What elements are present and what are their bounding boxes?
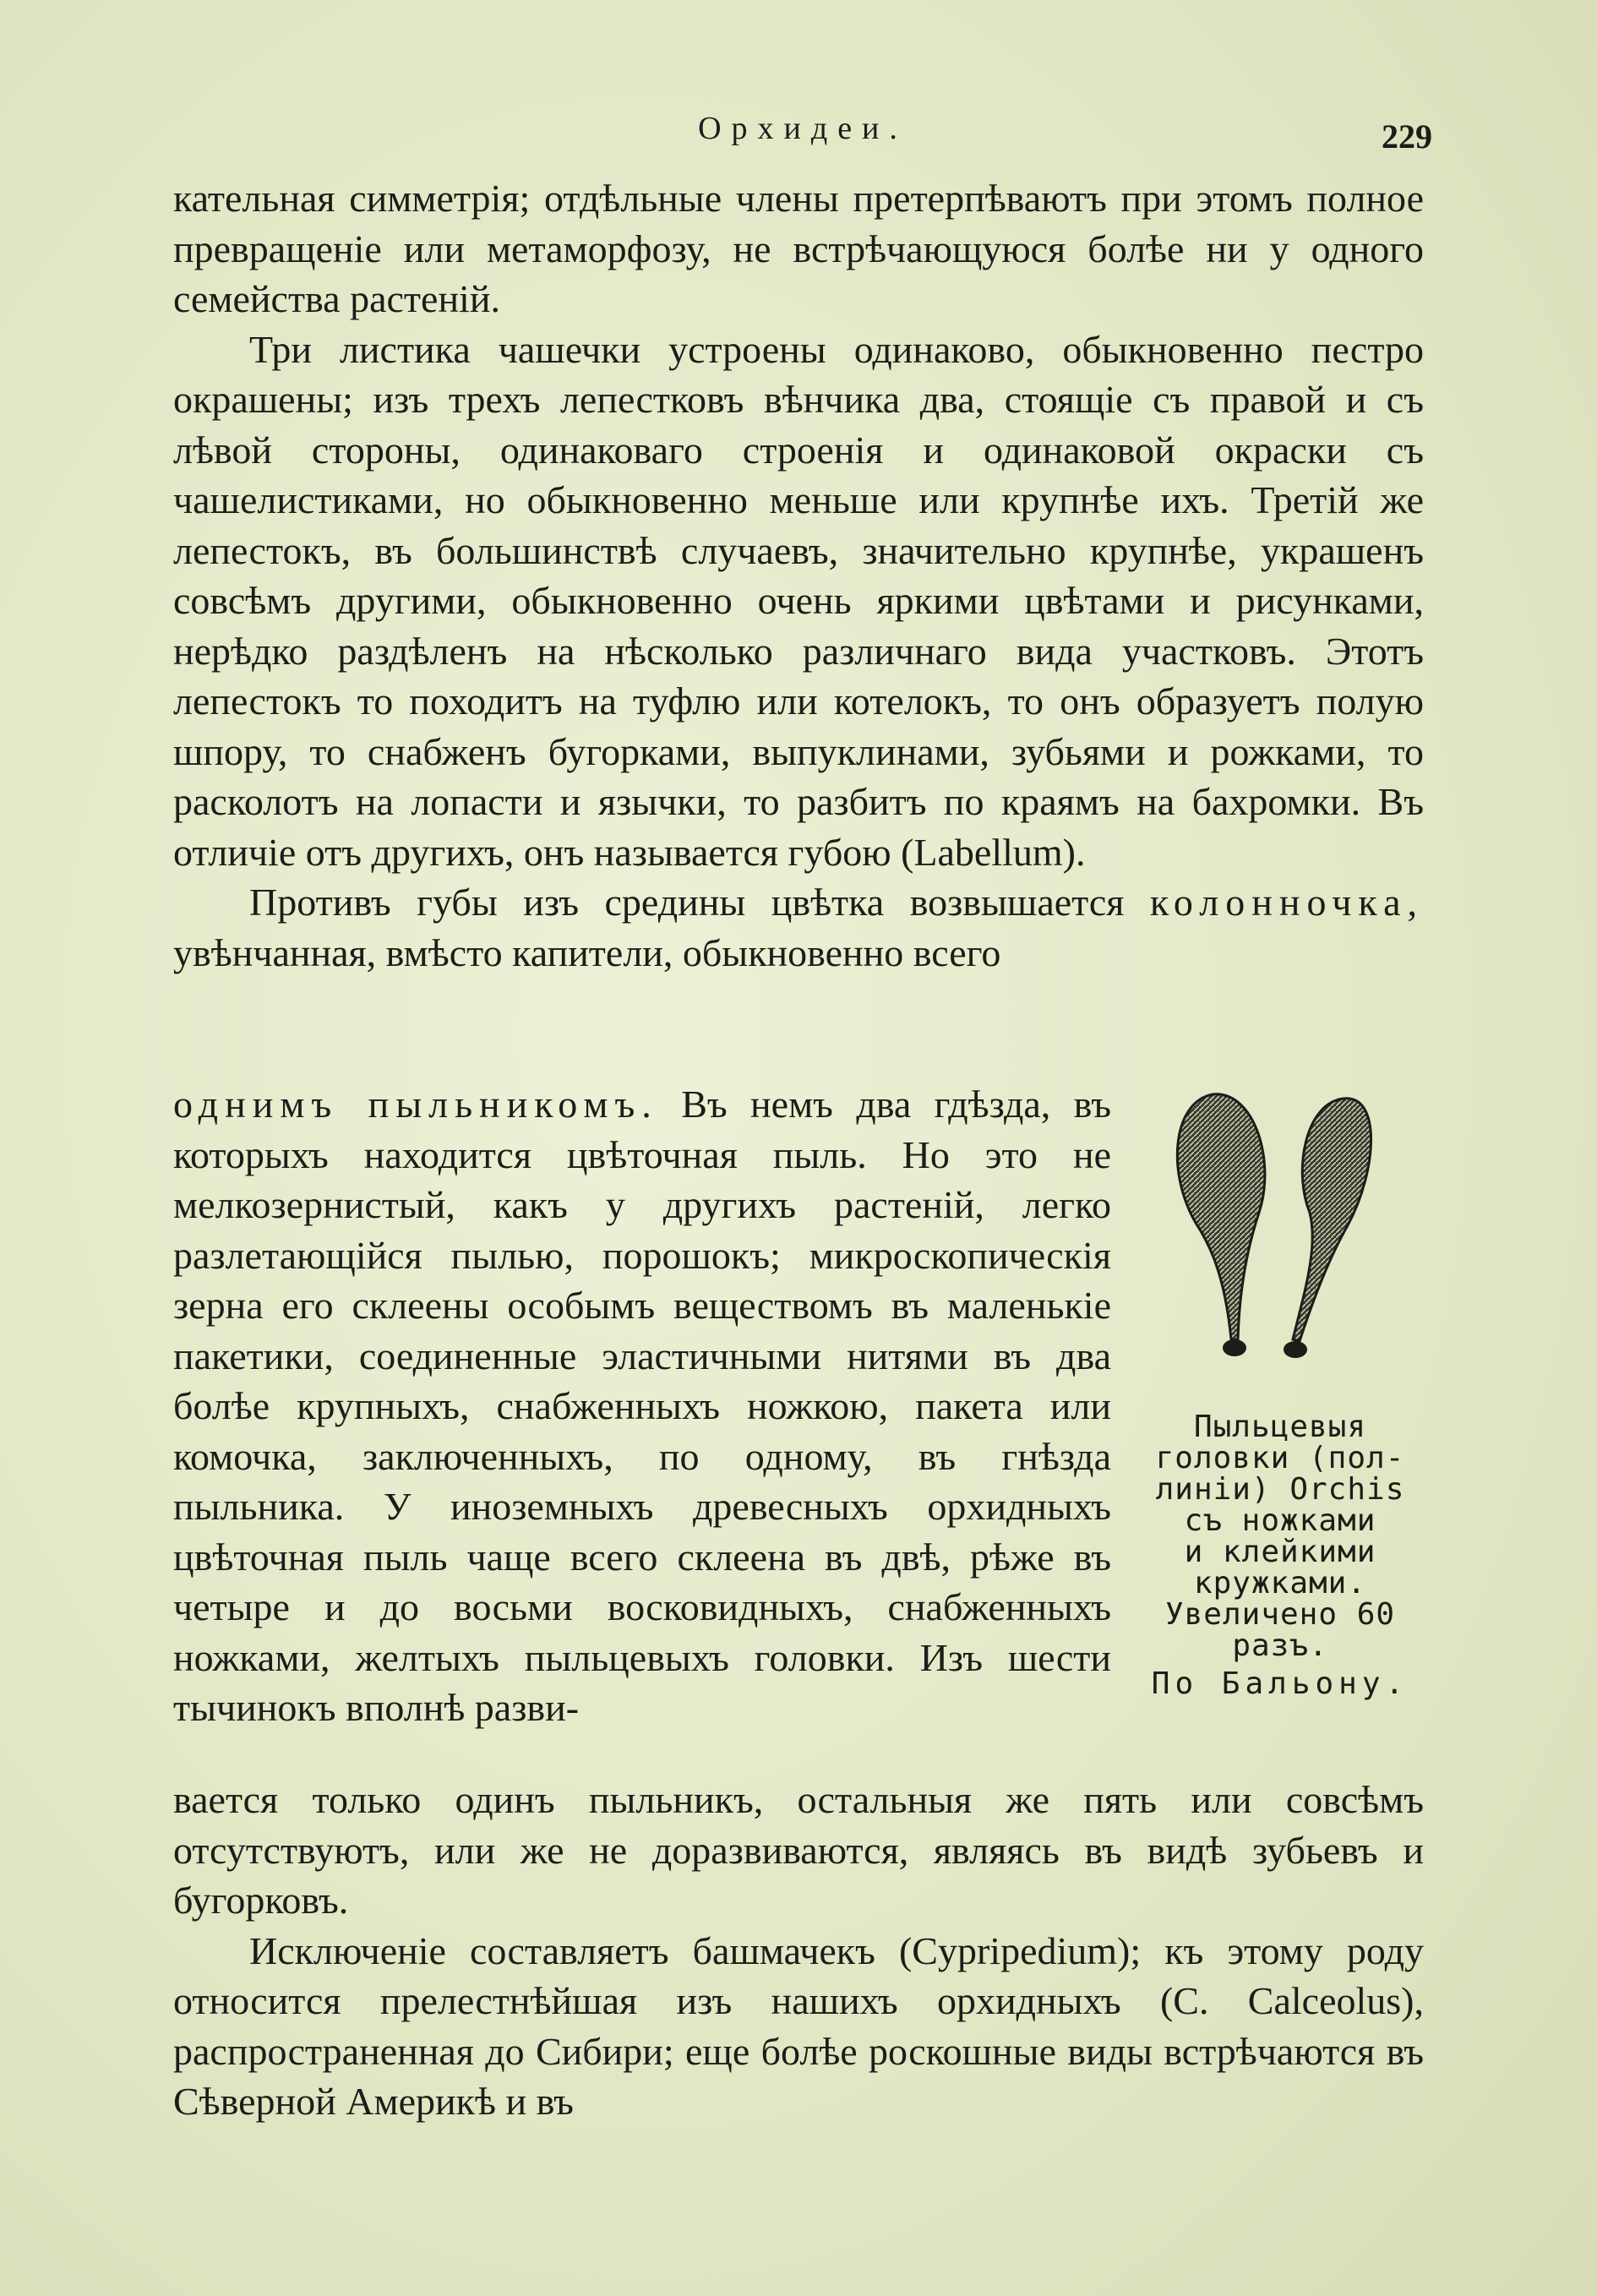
page-header [173, 110, 1432, 161]
caption-line: головки (пол- [1155, 1441, 1405, 1475]
spaced-term-column: колонночка, [1149, 881, 1424, 924]
paragraph-3-mid: увѣнчанная, вмѣсто капители, обыкновенно всего [173, 930, 1001, 974]
caption-line: кружками. [1193, 1566, 1367, 1601]
figure-caption [1136, 1411, 1424, 1699]
pollinium-left [1177, 1094, 1265, 1356]
wrapped-text: Въ немъ два гдѣзда, въ которыхъ находится цвѣточная пыль. Но это не мелкозернистый, какъ у другихъ растеній, легко разлетающійся пылью, порошокъ; микроскопическія зерна его склеены особымъ веществомъ въ маленькіе пакетики, соединенные эластичными нитями въ два болѣе крупныхъ, снабженныхъ ножкою, пакета или комочка, заключенныхъ, по одному, въ гнѣзда пыльника. У иноземныхъ древесныхъ орхидныхъ цвѣточная пыль чаще всего склеена въ двѣ, рѣже въ четыре и до восьми восковидныхъ, снабженныхъ ножками, желтыхъ пыльцевыхъ головки. Изъ шести тычинокъ вполнѣ разви- [173, 1083, 1111, 1729]
paragraph-2: Три листика чашечки устроены одинаково, обыкновенно пестро окрашены; изъ трехъ лепестковъ вѣнчика два, стоящіе съ правой и съ лѣвой стороны, одинаковаго строенія и одинаковой окраски съ чашелистиками, но обыкновенно меньше или крупнѣе ихъ. Третій же лепестокъ, въ большинствѣ случаевъ, значительно крупнѣе, украшенъ совсѣмъ другими, обыкновенно очень яркими цвѣтами и рисунками, нерѣдко раздѣленъ на нѣсколько различнаго вида участковъ. Этотъ лепестокъ то походитъ на туфлю или котелокъ, то онъ образуетъ полую шпору, то снабженъ бугорками, выпуклинами, зубьями и рожками, то расколотъ на лопасти и язычки, то разбитъ по краямъ на бахромки. Въ отличіе отъ другихъ, онъ называется губою (Labellum). [173, 327, 1424, 874]
running-title: Орхидеи. [698, 111, 908, 146]
paragraph-4: Исключеніе составляетъ башмачекъ (Cypripedium); къ этому роду относится прелестнѣйшая изъ нашихъ орхидныхъ (C. Calceolus), распространенная до Сибири; еще болѣе роскошные виды встрѣчаются въ Сѣверной Америкѣ и въ [173, 1928, 1424, 2123]
body-text-wrapped [173, 1079, 1111, 1733]
body-text-bottom [173, 1775, 1424, 2127]
caption-line: линіи) Orchis [1155, 1472, 1405, 1507]
caption-line: съ ножками [1184, 1503, 1376, 1538]
caption-line: Пыльцевыя [1193, 1410, 1367, 1444]
wrapped-paragraph [173, 1079, 1111, 1733]
caption-line: Увеличено 60 [1164, 1597, 1396, 1632]
paragraph-3-start: Противъ губы изъ средины цвѣтка возвышается [249, 881, 1125, 924]
continuation-paragraph: вается только одинъ пыльникъ, остальныя же пять или совсѣмъ отсутствуютъ, или же не доразвиваются, являясь въ видѣ зубьевъ и бугорковъ. [173, 1778, 1424, 1922]
pollinia-figure [1136, 1086, 1424, 1711]
caption-line: разъ. [1232, 1628, 1328, 1663]
caption-line: и клейкими [1184, 1535, 1376, 1569]
paragraph-3 [173, 877, 1424, 978]
body-text-top [173, 173, 1424, 978]
page-number: 229 [1382, 117, 1432, 155]
pollinium-right [1284, 1099, 1371, 1358]
pollinia-illustration [1153, 1086, 1407, 1390]
spaced-term-anther: однимъ пыльникомъ. [173, 1083, 658, 1126]
caption-line: По Бальону. [1151, 1666, 1409, 1701]
paragraph-1: кательная симметрія; отдѣльные члены претерпѣваютъ при этомъ полное превращеніе или метаморфозу, не встрѣчающуюся болѣе ни у одного семейства растеній. [173, 177, 1424, 320]
